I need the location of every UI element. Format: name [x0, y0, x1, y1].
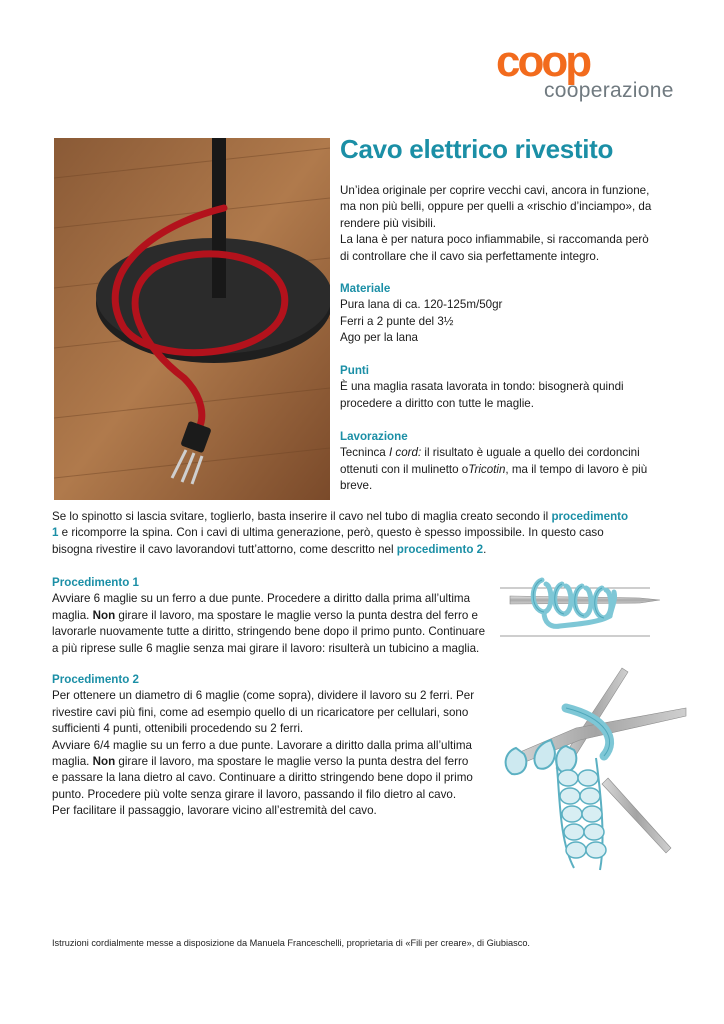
procedimento-2-paragraph-2: [52, 738, 477, 820]
procedimento-1-section: [52, 575, 492, 657]
punti-heading: Punti: [340, 364, 369, 377]
paragraph-text: e ricomporre la spina. Con i cavi di ultima generazione, però, questo è spesso impossibile. In questo caso bisogna rivestire il cavo lavorandovi tutt’attorno, come descritto nel: [52, 526, 604, 556]
page-title: Cavo elettrico rivestito: [340, 134, 614, 164]
paragraph-text: .: [483, 542, 487, 556]
lavorazione-text-part: il risultato è uguale a quello dei cordoncini ottenuti con il mulinetto o: [340, 446, 640, 476]
lavorazione-section: [340, 429, 660, 495]
intro-paragraph-2: La lana è per natura poco infiammabile, si raccomanda però di controllare che il cavo sia perfettamente integro.: [340, 233, 649, 263]
proc-text-part: Avviare 6/4 maglie su un ferro a due punte. Lavorare a diritto dalla prima all’ultima maglia.: [52, 738, 472, 769]
materiale-line: Ferri a 2 punte del 3½: [340, 314, 454, 328]
procedimento-2-heading: Procedimento 2: [52, 673, 139, 686]
i-cord-illustration: [496, 648, 696, 878]
materiale-line: Ago per la lana: [340, 331, 418, 345]
logo-subtitle: cooperazione: [544, 79, 674, 102]
knitting-needle-illustration: [500, 570, 696, 644]
lavorazione-text: [340, 445, 660, 494]
knitted-cable-photo: [54, 138, 330, 500]
procedimento-2-paragraph-1: Per ottenere un diametro di 6 maglie (come sopra), dividere il lavoro su 2 ferri. Per rivestire cavi più fini, come ad esempio quello di un ricaricatore per cellulari, sono sufficienti 4 punti, ottenibili procedendo su 2 ferri.: [52, 689, 475, 736]
credit-footer: Istruzioni cordialmente messe a disposizione da Manuela Franceschelli, proprietaria di «Fili per creare», di Giubiasco.: [52, 938, 530, 948]
materiale-section: [340, 281, 660, 347]
intro-text: [340, 183, 660, 265]
lavorazione-tricotin: Tricotin: [468, 462, 506, 476]
materiale-line: Pura lana di ca. 120-125m/50gr: [340, 298, 503, 312]
logo-word: coop: [496, 40, 590, 86]
lavorazione-heading: Lavorazione: [340, 430, 408, 443]
proc-text-part: girare il lavoro, ma spostare le maglie verso la punta destra del ferro e lavorarle nuovamente tutte a diritto, stringendo bene dopo il primo punto. Continuare a più riprese sulle 6 maglie senza mai girare il lavoro: risulterà un tubicino a maglia.: [52, 608, 486, 655]
procedimento-1-text: [52, 591, 492, 657]
non-emphasis: Non: [92, 608, 116, 622]
lavorazione-text-part: , ma il tempo di lavoro è più breve.: [340, 462, 648, 493]
punti-section: [340, 363, 660, 412]
procedimento-2-link[interactable]: procedimento 2: [396, 542, 484, 556]
lavorazione-text-part: Tecninca: [340, 446, 389, 460]
proc-text-part: Avviare 6 maglie su un ferro a due punte. Procedere a diritto dalla prima all’ultima maglia.: [52, 592, 471, 622]
procedimento-2-section: [52, 672, 477, 820]
punti-text: È una maglia rasata lavorata in tondo: bisognerà quindi procedere a diritto con tutte le maglie.: [340, 380, 624, 410]
procedimento-1-link[interactable]: procedimento 1: [52, 510, 629, 540]
procedimento-1-heading: Procedimento 1: [52, 576, 139, 589]
materiale-heading: Materiale: [340, 282, 391, 295]
non-emphasis: Non: [92, 755, 116, 769]
lavorazione-icord: I cord:: [388, 446, 422, 460]
spinotto-paragraph: [52, 509, 632, 558]
proc-text-part: girare il lavoro, ma spostare le maglie verso la punta destra del ferro e passare la lana dietro al cavo. Continuare a diritto stringendo bene dopo il primo punto. Procedere più volte senza girare il lavoro, passando il filo dietro al cavo. Per facilitare il passaggio, lavorare vicino all’estremità del cavo.: [52, 755, 473, 818]
intro-paragraph-1: Un’idea originale per coprire vecchi cavi, ancora in funzione, ma non più belli, oppure per quelli a «rischio d’inciampo», da rendere più visibili.: [340, 184, 652, 230]
paragraph-text: Se lo spinotto si lascia svitare, toglierlo, basta inserire il cavo nel tubo di maglia creato secondo il: [52, 510, 552, 523]
